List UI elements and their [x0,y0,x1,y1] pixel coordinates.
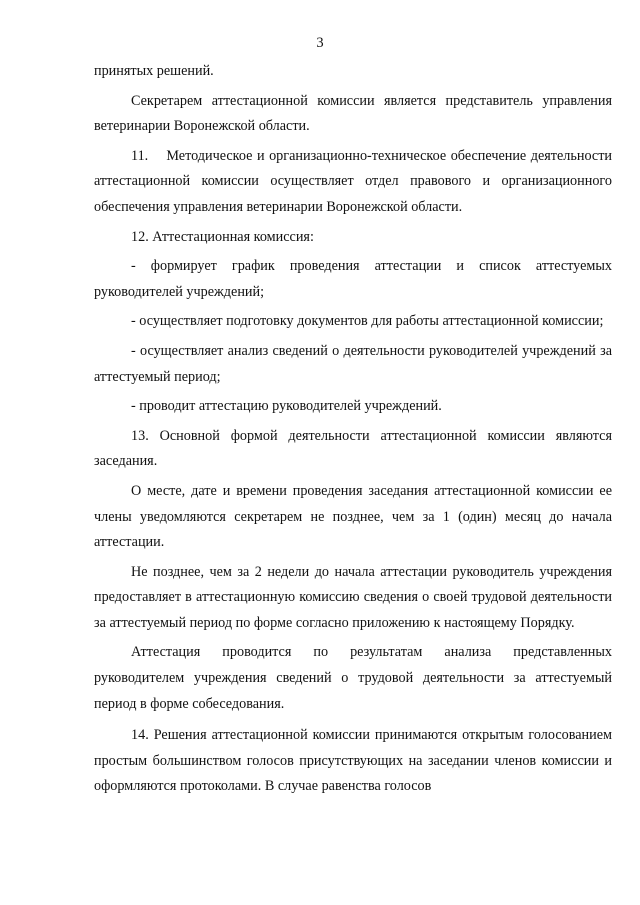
paragraph-submission: Не позднее, чем за 2 недели до начала аттестации руководитель учреждения предоставляет в аттестационную комиссию сведения о своей трудовой деятельности за аттестуемый период по форме согласно приложению к настоящему Порядку. [94,563,612,631]
list-item-documents: - осуществляет подготовку документов для работы аттестационной комиссии; [131,313,604,330]
paragraph-secretary: Секретарем аттестационной комиссии является представитель управления ветеринарии Воронежской области. [94,92,612,135]
paragraph-continuation: принятых решений. [94,63,214,79]
paragraph-item-11: 11. Методическое и организационно-техническое обеспечение деятельности аттестационной комиссии осуществляет отдел правового и организационного обеспечения управления ветеринарии Воронежской области. [94,147,612,215]
page-number: 3 [316,35,324,51]
paragraph-item-14: 14. Решения аттестационной комиссии принимаются открытым голосованием простым большинством голосов присутствующих на заседании членов комиссии и оформляются протоколами. В случае равенства голосов [94,727,612,795]
paragraph-item-12-heading: 12. Аттестационная комиссия: [131,228,314,245]
document-body [94,59,612,800]
list-item-schedule: - формирует график проведения аттестации и список аттестуемых руководителей учреждений; [94,258,612,300]
paragraph-notification: О месте, дате и времени проведения заседания аттестационной комиссии ее члены уведомляются секретарем не позднее, чем за 1 (один) месяц до начала аттестации. [94,482,612,551]
list-item-attestation: - проводит аттестацию руководителей учреждений. [131,398,442,415]
paragraph-item-13: 13. Основной формой деятельности аттестационной комиссии являются заседания. [94,427,612,470]
list-item-analysis: - осуществляет анализ сведений о деятельности руководителей учреждений за аттестуемый период; [94,342,612,385]
paragraph-interview: Аттестация проводится по результатам анализа представленных руководителем учреждения сведений о трудовой деятельности за аттестуемый период в форме собеседования. [94,644,612,712]
